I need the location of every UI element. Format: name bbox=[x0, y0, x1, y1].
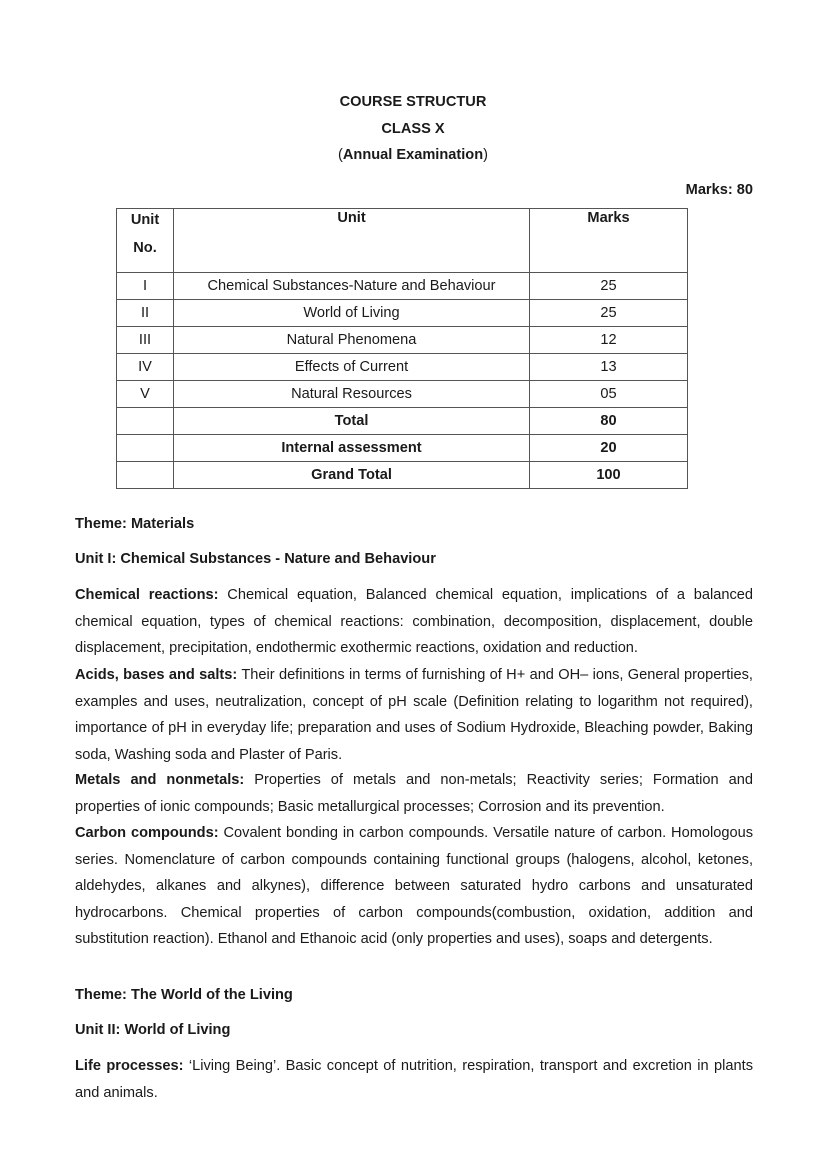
theme-materials-heading: Theme: Materials bbox=[75, 516, 195, 532]
theme-world-of-living-heading: Theme: The World of the Living bbox=[75, 987, 293, 1003]
unit-name-cell: World of Living bbox=[174, 300, 530, 327]
grand-total-marks: 100 bbox=[530, 462, 688, 489]
marks-cell: 05 bbox=[530, 381, 688, 408]
unit-no-cell: II bbox=[117, 300, 174, 327]
unit-1-heading: Unit I: Chemical Substances - Nature and Behaviour bbox=[75, 551, 436, 567]
unit-no-cell: I bbox=[117, 273, 174, 300]
unit-name-cell: Natural Resources bbox=[174, 381, 530, 408]
internal-assessment-label: Internal assessment bbox=[174, 435, 530, 462]
table-row bbox=[117, 381, 688, 408]
table-row bbox=[117, 273, 688, 300]
table-row bbox=[117, 300, 688, 327]
life-processes-paragraph: Life processes: ‘Living Being’. Basic concept of nutrition, respiration, transport and excretion in plants and animals. bbox=[75, 1058, 753, 1101]
unit-no-cell: IV bbox=[117, 354, 174, 381]
total-label: Total bbox=[174, 408, 530, 435]
unit-name-cell: Natural Phenomena bbox=[174, 327, 530, 354]
unit-no-header: Unit No. bbox=[117, 209, 174, 273]
grand-total-label: Grand Total bbox=[174, 462, 530, 489]
marks-cell: 13 bbox=[530, 354, 688, 381]
unit-2-heading: Unit II: World of Living bbox=[75, 1022, 231, 1038]
course-title: COURSE STRUCTUR bbox=[339, 94, 487, 110]
unit-name-cell: Chemical Substances-Nature and Behaviour bbox=[174, 273, 530, 300]
marks-cell: 25 bbox=[530, 273, 688, 300]
table-header-row bbox=[117, 209, 688, 273]
chemical-reactions-paragraph: Chemical reactions: Chemical equation, Balanced chemical equation, implications of a balanced chemical equation, types of chemical reactions: combination, decomposition, displacement, double displacement, precipitation, endothermic exothermic reactions, oxidation and reduction. bbox=[75, 587, 753, 656]
total-marks: 80 bbox=[530, 408, 688, 435]
total-row bbox=[117, 408, 688, 435]
internal-assessment-row bbox=[117, 435, 688, 462]
class-label: CLASS X bbox=[381, 121, 445, 137]
marks-cell: 12 bbox=[530, 327, 688, 354]
internal-assessment-marks: 20 bbox=[530, 435, 688, 462]
carbon-compounds-paragraph: Carbon compounds: Covalent bonding in carbon compounds. Versatile nature of carbon. Homologous series. Nomenclature of carbon compounds containing functional groups (halogens, alcohol, ketones, aldehydes, alkanes and alkynes), difference between saturated hydro carbons and unsaturated hydrocarbons. Chemical properties of carbon compounds(combustion, oxidation, addition and substitution reaction). Ethanol and Ethanoic acid (only properties and uses), soaps and detergents. bbox=[75, 825, 753, 947]
exam-label: (Annual Examination) bbox=[337, 147, 489, 163]
metals-nonmetals-paragraph: Metals and nonmetals: Properties of metals and non-metals; Reactivity series; Formation and properties of ionic compounds; Basic metallurgical processes; Corrosion and its prevention. bbox=[75, 772, 753, 815]
marks-header: Marks bbox=[530, 209, 688, 273]
unit-name-cell: Effects of Current bbox=[174, 354, 530, 381]
unit-no-cell: III bbox=[117, 327, 174, 354]
marks-table bbox=[116, 208, 688, 489]
total-marks-label: Marks: 80 bbox=[685, 182, 753, 198]
acids-bases-salts-paragraph: Acids, bases and salts: Their definitions in terms of furnishing of H+ and OH– ions, General properties, examples and uses, neutralization, concept of pH scale (Definition relating to logarithm not required), importance of pH in everyday life; preparation and uses of Sodium Hydroxide, Bleaching powder, Baking soda, Washing soda and Plaster of Paris. bbox=[75, 667, 753, 763]
grand-total-row bbox=[117, 462, 688, 489]
table-row bbox=[117, 327, 688, 354]
marks-cell: 25 bbox=[530, 300, 688, 327]
table-row bbox=[117, 354, 688, 381]
unit-no-cell: V bbox=[117, 381, 174, 408]
unit-header: Unit bbox=[174, 209, 530, 273]
